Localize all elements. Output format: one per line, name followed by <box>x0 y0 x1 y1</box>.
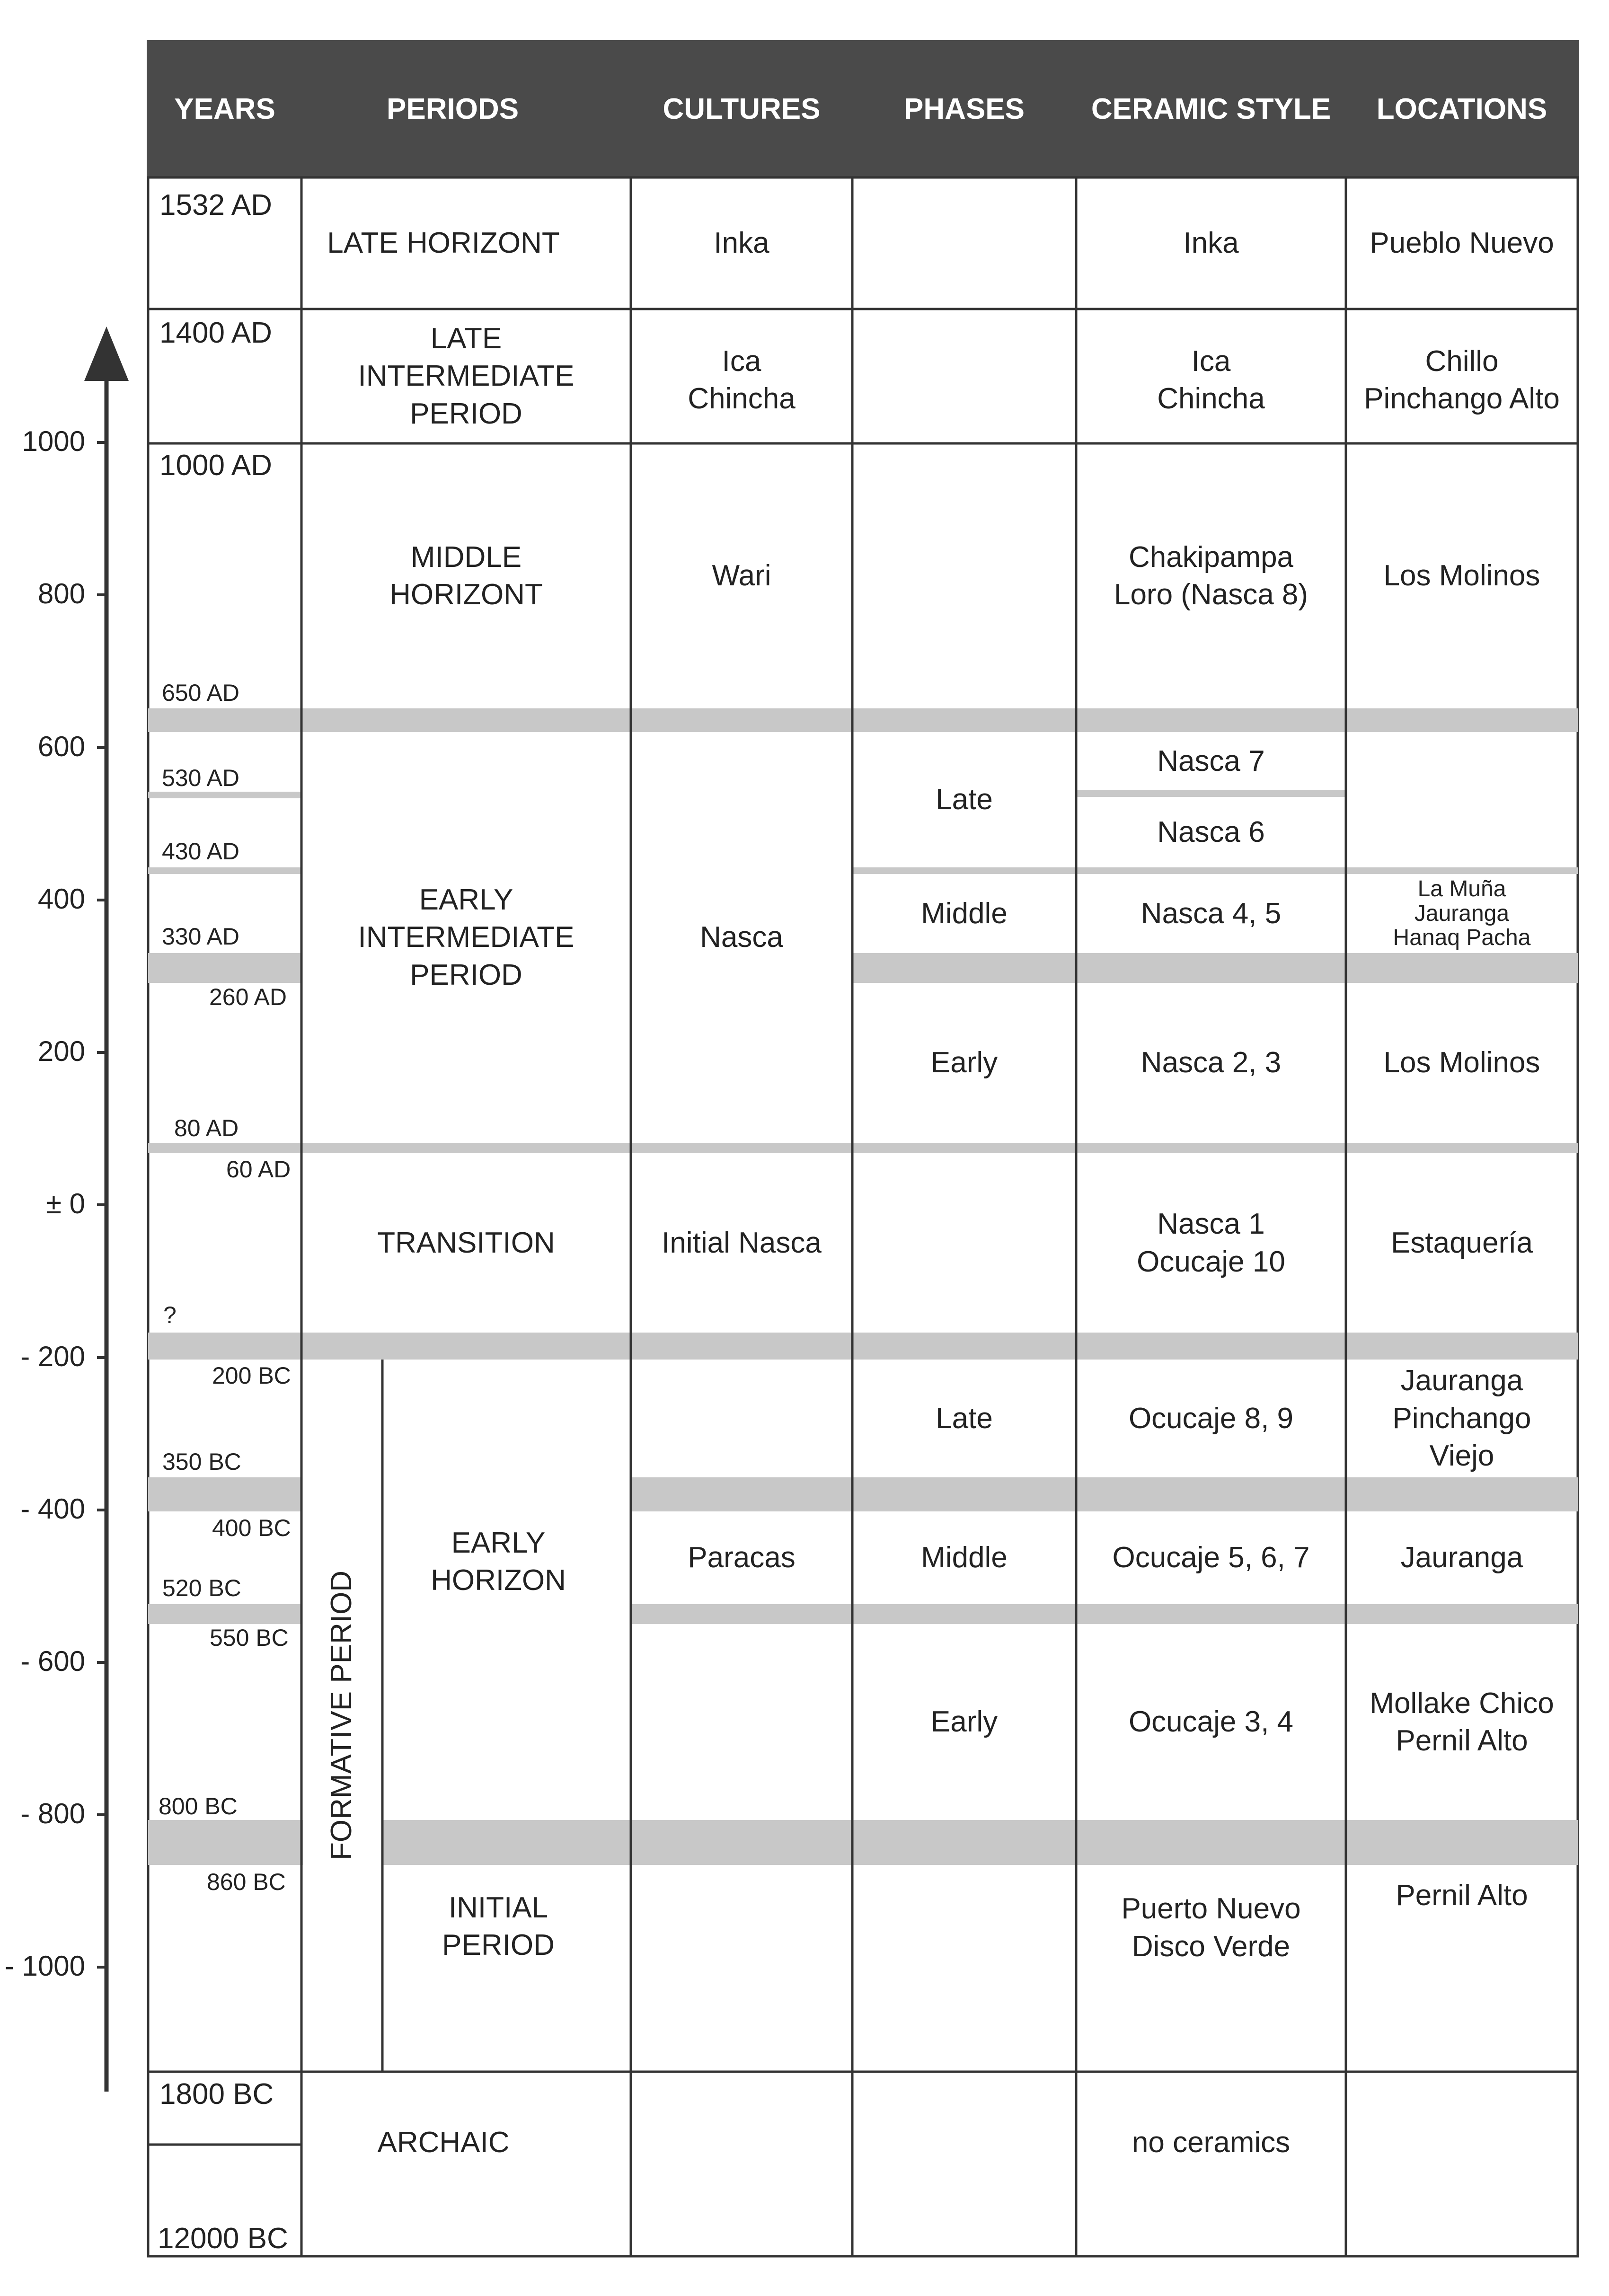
year-800-bc: 800 BC <box>159 1793 238 1819</box>
period-initial: INITIAL PERIOD <box>442 1891 555 1961</box>
year-200-bc: 200 BC <box>212 1362 291 1389</box>
location-los-molinos-1: Los Molinos <box>1383 559 1540 592</box>
location-jauranga-1: Jauranga Pinchango Viejo <box>1392 1364 1531 1473</box>
ceramic-nasca-1: Nasca 1 Ocucaje 10 <box>1137 1208 1285 1278</box>
year-1800-bc: 1800 BC <box>159 2078 274 2111</box>
location-mollake-chico: Mollake Chico Pernil Alto <box>1370 1687 1554 1757</box>
ceramic-nasca-7: Nasca 7 <box>1157 744 1265 777</box>
year-430-ad: 430 AD <box>162 838 240 865</box>
year-1400-ad: 1400 AD <box>159 317 272 349</box>
ceramic-nasca-6: Nasca 6 <box>1157 815 1265 848</box>
band-860bc <box>148 1820 303 1865</box>
axis-label-minus-1000: - 1000 <box>4 1950 85 1982</box>
year-12000-bc: 12000 BC <box>158 2222 288 2255</box>
band-350bc-years <box>148 1477 301 1511</box>
location-chillo: Chillo Pinchango Alto <box>1364 344 1560 415</box>
axis-label-zero: ± 0 <box>46 1188 85 1219</box>
axis-label-minus-800: - 800 <box>20 1798 85 1829</box>
year-520-bc: 520 BC <box>162 1575 241 1601</box>
location-la-muna: La Muña Jauranga Hanaq Pacha <box>1393 876 1531 951</box>
year-1000-ad: 1000 AD <box>159 449 272 482</box>
ceramic-ica-chincha: Ica Chincha <box>1157 344 1265 415</box>
period-formative: FORMATIVE PERIOD <box>325 1571 358 1861</box>
ceramic-none: no ceramics <box>1132 2126 1291 2159</box>
band-860bc-right <box>382 1820 1578 1865</box>
culture-initial-nasca: Initial Nasca <box>662 1226 822 1259</box>
ceramic-ocucaje-5-6-7: Ocucaje 5, 6, 7 <box>1112 1541 1310 1574</box>
band-520bc-right <box>631 1604 1578 1624</box>
year-860-bc: 860 BC <box>207 1869 286 1895</box>
year-60-ad: 60 AD <box>226 1156 291 1183</box>
culture-wari: Wari <box>712 559 771 592</box>
culture-nasca: Nasca <box>700 921 783 954</box>
band-650ad <box>148 708 1578 732</box>
period-early-horizon: EARLY HORIZON <box>431 1526 566 1597</box>
phase-eip-late: Late <box>936 783 993 816</box>
axis-label-1000: 1000 <box>22 425 85 457</box>
location-los-molinos-2: Los Molinos <box>1383 1046 1540 1079</box>
ceramic-puerto-nuevo: Puerto Nuevo Disco Verde <box>1121 1892 1301 1963</box>
band-520bc-years <box>148 1604 301 1624</box>
up-arrow-icon <box>84 327 129 2092</box>
header-locations: LOCATIONS <box>1376 92 1547 125</box>
year-1532-ad: 1532 AD <box>159 189 272 221</box>
axis-label-200: 200 <box>37 1035 85 1067</box>
ceramic-chakipampa: Chakipampa Loro (Nasca 8) <box>1114 540 1308 611</box>
year-unknown: ? <box>163 1302 177 1328</box>
ceramic-nasca-2-3: Nasca 2, 3 <box>1140 1046 1282 1079</box>
phase-eh-middle: Middle <box>921 1541 1008 1574</box>
location-pernil-alto: Pernil Alto <box>1396 1879 1528 1912</box>
year-400-bc: 400 BC <box>212 1515 291 1541</box>
year-650-ad: 650 AD <box>162 680 240 706</box>
phase-eh-early: Early <box>930 1705 998 1739</box>
band-350bc-right <box>631 1477 1578 1511</box>
year-530-ad: 530 AD <box>162 765 240 791</box>
band-530ad <box>148 792 301 798</box>
period-early-intermediate: EARLY INTERMEDIATE PERIOD <box>358 883 575 991</box>
axis-label-600: 600 <box>37 731 85 762</box>
band-nasca7-6 <box>1076 790 1346 797</box>
header-periods: PERIODS <box>387 92 519 125</box>
ceramic-inka: Inka <box>1183 227 1239 260</box>
period-late-horizont: LATE HORIZONT <box>327 227 560 260</box>
period-archaic: ARCHAIC <box>377 2126 510 2159</box>
year-260-ad: 260 AD <box>209 984 287 1010</box>
header-cultures: CULTURES <box>663 92 821 125</box>
header-years: YEARS <box>174 92 275 125</box>
band-phase-late-middle <box>852 867 1578 874</box>
location-pueblo-nuevo: Pueblo Nuevo <box>1370 227 1554 260</box>
period-transition: TRANSITION <box>377 1226 555 1259</box>
phase-eh-late: Late <box>936 1402 993 1435</box>
band-transition-end <box>148 1333 1578 1360</box>
band-430ad <box>148 867 301 874</box>
culture-ica-chincha: Ica Chincha <box>688 344 796 415</box>
ceramic-nasca-4-5: Nasca 4, 5 <box>1140 897 1282 930</box>
period-late-intermediate: LATE INTERMEDIATE PERIOD <box>358 322 575 430</box>
phase-eip-early: Early <box>930 1046 998 1079</box>
axis-label-800: 800 <box>37 578 85 609</box>
band-80ad <box>148 1143 1578 1153</box>
year-330-ad: 330 AD <box>162 923 240 950</box>
year-80-ad: 80 AD <box>174 1115 239 1141</box>
ceramic-ocucaje-3-4: Ocucaje 3, 4 <box>1128 1705 1294 1739</box>
location-estaqueria: Estaquería <box>1391 1226 1533 1259</box>
axis-label-minus-600: - 600 <box>20 1645 85 1677</box>
axis-label-minus-200: - 200 <box>20 1341 85 1372</box>
ceramic-ocucaje-8-9: Ocucaje 8, 9 <box>1128 1402 1294 1435</box>
phase-eip-middle: Middle <box>921 897 1008 930</box>
location-jauranga-2: Jauranga <box>1400 1541 1523 1574</box>
band-330ad-right <box>852 953 1578 983</box>
axis-label-minus-400: - 400 <box>20 1493 85 1525</box>
culture-inka: Inka <box>714 227 769 260</box>
axis-label-400: 400 <box>37 883 85 915</box>
period-middle-horizont: MIDDLE HORIZONT <box>389 540 543 611</box>
culture-paracas: Paracas <box>688 1541 796 1574</box>
year-350-bc: 350 BC <box>162 1448 241 1475</box>
year-550-bc: 550 BC <box>210 1625 289 1651</box>
band-330ad-years <box>148 953 301 983</box>
header-ceramic-style: CERAMIC STYLE <box>1091 92 1331 125</box>
header-phases: PHASES <box>904 92 1025 125</box>
